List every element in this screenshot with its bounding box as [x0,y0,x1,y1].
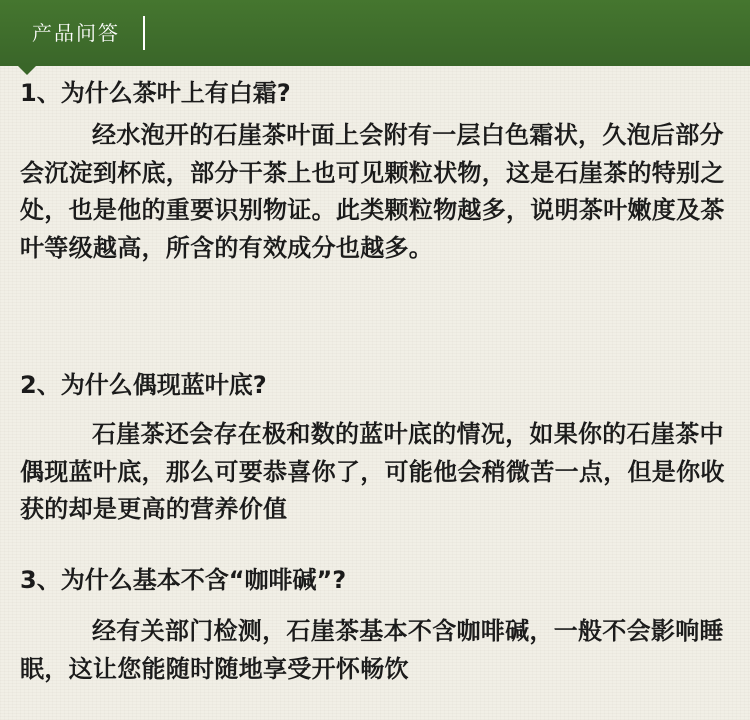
header-pointer [18,66,36,75]
faq-question-2: 2、为什么偶现蓝叶底? [20,371,267,399]
faq-question-3: 3、为什么基本不含“咖啡碱”? [20,566,347,594]
section-title: 产品问答 [32,21,120,45]
faq-answer-2: 石崖茶还会存在极和数的蓝叶底的情况，如果你的石崖茶中偶现蓝叶底，那么可要恭喜你了，可能他会稍微苦一点，但是你收获的却是更高的营养价值 [20,420,725,523]
faq-answer-3: 经有关部门检测，石崖茶基本不含咖啡碱，一般不会影响睡眠，这让您能随时随地享受开怀畅饮 [20,617,724,683]
title-divider [143,16,145,50]
faq-answer-1: 经水泡开的石崖茶叶面上会附有一层白色霜状，久泡后部分会沉淀到杯底，部分干茶上也可见颗粒状物，这是石崖茶的特别之处，也是他的重要识别物证。此类颗粒物越多，说明茶叶嫩度及茶叶等级越高，所含的有效成分也越多。 [20,121,725,262]
faq-question-1: 1、为什么茶叶上有白霜? [20,79,291,107]
